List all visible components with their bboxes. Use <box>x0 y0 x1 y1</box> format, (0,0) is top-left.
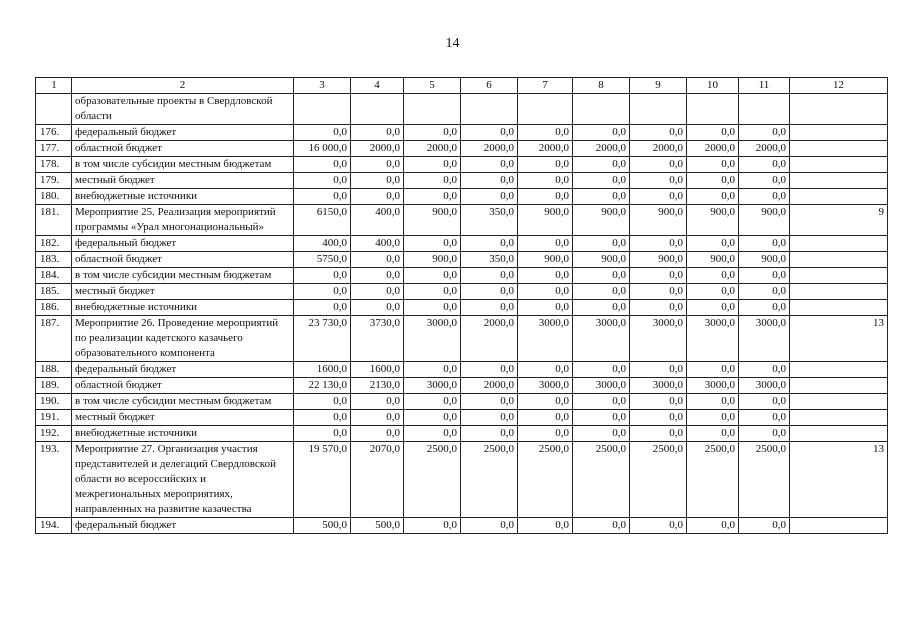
value-cell: 900,0 <box>404 205 461 236</box>
table-row <box>36 316 888 362</box>
row-number: 182. <box>36 236 72 252</box>
value-cell: 0,0 <box>404 284 461 300</box>
value-cell: 3000,0 <box>687 378 739 394</box>
value-cell: 2000,0 <box>461 141 518 157</box>
value-cell: 0,0 <box>573 173 630 189</box>
table-row <box>36 284 888 300</box>
value-cell: 0,0 <box>687 518 739 534</box>
value-cell <box>461 94 518 125</box>
value-cell: 900,0 <box>518 252 573 268</box>
value-cell: 0,0 <box>573 362 630 378</box>
table-row <box>36 442 888 518</box>
row-name: областной бюджет <box>72 141 294 157</box>
value-cell: 0,0 <box>630 157 687 173</box>
value-cell: 0,0 <box>573 394 630 410</box>
value-cell: 0,0 <box>404 518 461 534</box>
value-cell: 1600,0 <box>294 362 351 378</box>
table-row <box>36 300 888 316</box>
value-cell: 0,0 <box>739 394 790 410</box>
value-cell: 900,0 <box>630 205 687 236</box>
value-cell: 900,0 <box>404 252 461 268</box>
value-cell: 3730,0 <box>351 316 404 362</box>
value-cell: 0,0 <box>404 236 461 252</box>
table-row <box>36 125 888 141</box>
value-cell: 0,0 <box>294 173 351 189</box>
value-cell: 0,0 <box>687 173 739 189</box>
value-cell: 0,0 <box>404 157 461 173</box>
note-cell <box>790 362 888 378</box>
note-cell <box>790 410 888 426</box>
header-cell: 7 <box>518 78 573 94</box>
header-cell: 4 <box>351 78 404 94</box>
value-cell <box>518 94 573 125</box>
value-cell: 2000,0 <box>461 316 518 362</box>
value-cell: 0,0 <box>404 268 461 284</box>
value-cell: 0,0 <box>461 410 518 426</box>
row-number: 177. <box>36 141 72 157</box>
value-cell: 0,0 <box>294 268 351 284</box>
header-cell: 9 <box>630 78 687 94</box>
value-cell: 0,0 <box>351 125 404 141</box>
value-cell: 3000,0 <box>739 316 790 362</box>
value-cell: 0,0 <box>630 284 687 300</box>
value-cell: 0,0 <box>404 394 461 410</box>
table-row <box>36 157 888 173</box>
value-cell: 0,0 <box>404 173 461 189</box>
value-cell: 900,0 <box>687 252 739 268</box>
note-cell: 9 <box>790 205 888 236</box>
value-cell: 0,0 <box>573 284 630 300</box>
row-name: Мероприятие 25. Реализация мероприятий программы «Урал многонациональный» <box>72 205 294 236</box>
row-name: Мероприятие 27. Организация участия представителей и делегаций Свердловской области во всероссийских и межрегиональных мероприятиях, направленных на развитие казачества <box>72 442 294 518</box>
value-cell: 2000,0 <box>739 141 790 157</box>
value-cell: 0,0 <box>404 189 461 205</box>
note-cell <box>790 157 888 173</box>
row-name: в том числе субсидии местным бюджетам <box>72 157 294 173</box>
value-cell: 0,0 <box>739 268 790 284</box>
table-row <box>36 518 888 534</box>
value-cell: 2000,0 <box>461 378 518 394</box>
value-cell: 0,0 <box>687 362 739 378</box>
note-cell <box>790 394 888 410</box>
row-name: федеральный бюджет <box>72 518 294 534</box>
value-cell: 0,0 <box>630 410 687 426</box>
row-name: образовательные проекты в Свердловской области <box>72 94 294 125</box>
row-name: внебюджетные источники <box>72 426 294 442</box>
value-cell: 0,0 <box>404 426 461 442</box>
row-number: 193. <box>36 442 72 518</box>
row-number: 183. <box>36 252 72 268</box>
value-cell: 2000,0 <box>687 141 739 157</box>
table-row <box>36 189 888 205</box>
value-cell: 0,0 <box>630 300 687 316</box>
value-cell <box>573 94 630 125</box>
row-name: местный бюджет <box>72 284 294 300</box>
value-cell: 0,0 <box>687 236 739 252</box>
value-cell: 0,0 <box>518 268 573 284</box>
value-cell: 0,0 <box>739 189 790 205</box>
value-cell: 0,0 <box>739 284 790 300</box>
value-cell: 0,0 <box>573 236 630 252</box>
value-cell: 0,0 <box>630 125 687 141</box>
header-cell: 12 <box>790 78 888 94</box>
row-name: федеральный бюджет <box>72 362 294 378</box>
value-cell: 0,0 <box>739 173 790 189</box>
value-cell: 0,0 <box>630 518 687 534</box>
table-row <box>36 268 888 284</box>
value-cell: 900,0 <box>630 252 687 268</box>
value-cell: 0,0 <box>404 300 461 316</box>
value-cell: 0,0 <box>739 518 790 534</box>
value-cell: 0,0 <box>573 410 630 426</box>
value-cell: 0,0 <box>518 189 573 205</box>
value-cell: 0,0 <box>351 252 404 268</box>
row-number: 179. <box>36 173 72 189</box>
value-cell: 0,0 <box>351 268 404 284</box>
value-cell: 0,0 <box>294 157 351 173</box>
row-name: местный бюджет <box>72 410 294 426</box>
value-cell: 0,0 <box>573 268 630 284</box>
value-cell: 0,0 <box>294 125 351 141</box>
value-cell: 3000,0 <box>518 316 573 362</box>
row-name: местный бюджет <box>72 173 294 189</box>
row-name: Мероприятие 26. Проведение мероприятий по реализации кадетского казачьего образовательного компонента <box>72 316 294 362</box>
value-cell: 0,0 <box>461 426 518 442</box>
header-cell: 3 <box>294 78 351 94</box>
row-number: 188. <box>36 362 72 378</box>
value-cell: 0,0 <box>739 410 790 426</box>
value-cell: 0,0 <box>351 189 404 205</box>
value-cell: 350,0 <box>461 252 518 268</box>
value-cell: 2000,0 <box>630 141 687 157</box>
row-number: 178. <box>36 157 72 173</box>
value-cell: 0,0 <box>461 236 518 252</box>
value-cell: 0,0 <box>630 173 687 189</box>
value-cell: 0,0 <box>630 426 687 442</box>
value-cell: 0,0 <box>294 300 351 316</box>
note-cell <box>790 284 888 300</box>
table-row <box>36 173 888 189</box>
value-cell: 2500,0 <box>739 442 790 518</box>
value-cell: 400,0 <box>351 236 404 252</box>
value-cell: 0,0 <box>739 426 790 442</box>
row-number: 181. <box>36 205 72 236</box>
row-name: федеральный бюджет <box>72 125 294 141</box>
row-number: 189. <box>36 378 72 394</box>
value-cell: 0,0 <box>518 300 573 316</box>
value-cell: 1600,0 <box>351 362 404 378</box>
table-row <box>36 394 888 410</box>
header-cell: 6 <box>461 78 518 94</box>
value-cell: 0,0 <box>630 362 687 378</box>
value-cell: 3000,0 <box>687 316 739 362</box>
value-cell: 3000,0 <box>404 316 461 362</box>
value-cell: 0,0 <box>294 394 351 410</box>
page-number: 14 <box>445 36 460 51</box>
value-cell: 0,0 <box>739 157 790 173</box>
value-cell: 0,0 <box>518 284 573 300</box>
note-cell <box>790 189 888 205</box>
value-cell: 0,0 <box>573 300 630 316</box>
value-cell: 0,0 <box>294 426 351 442</box>
value-cell: 500,0 <box>351 518 404 534</box>
row-number: 191. <box>36 410 72 426</box>
value-cell: 900,0 <box>573 205 630 236</box>
value-cell: 0,0 <box>630 236 687 252</box>
row-number: 184. <box>36 268 72 284</box>
value-cell: 3000,0 <box>739 378 790 394</box>
value-cell: 0,0 <box>739 300 790 316</box>
value-cell: 2500,0 <box>573 442 630 518</box>
value-cell: 2500,0 <box>630 442 687 518</box>
row-number: 180. <box>36 189 72 205</box>
note-cell <box>790 426 888 442</box>
value-cell: 0,0 <box>461 394 518 410</box>
value-cell: 2500,0 <box>404 442 461 518</box>
value-cell: 0,0 <box>461 125 518 141</box>
note-cell: 13 <box>790 316 888 362</box>
budget-table <box>35 77 888 534</box>
value-cell: 0,0 <box>687 125 739 141</box>
table-row <box>36 378 888 394</box>
value-cell: 0,0 <box>461 268 518 284</box>
value-cell: 0,0 <box>461 300 518 316</box>
value-cell: 900,0 <box>739 205 790 236</box>
value-cell: 3000,0 <box>573 378 630 394</box>
row-name: областной бюджет <box>72 252 294 268</box>
value-cell: 2070,0 <box>351 442 404 518</box>
value-cell: 0,0 <box>573 518 630 534</box>
value-cell: 0,0 <box>404 125 461 141</box>
value-cell: 0,0 <box>518 236 573 252</box>
value-cell: 0,0 <box>351 426 404 442</box>
header-cell: 1 <box>36 78 72 94</box>
value-cell: 0,0 <box>687 426 739 442</box>
table-row <box>36 94 888 125</box>
value-cell: 0,0 <box>294 410 351 426</box>
value-cell: 0,0 <box>573 157 630 173</box>
value-cell: 900,0 <box>739 252 790 268</box>
value-cell: 400,0 <box>294 236 351 252</box>
value-cell: 0,0 <box>687 300 739 316</box>
value-cell: 0,0 <box>351 157 404 173</box>
value-cell: 0,0 <box>351 300 404 316</box>
note-cell <box>790 300 888 316</box>
row-number: 192. <box>36 426 72 442</box>
value-cell: 0,0 <box>573 426 630 442</box>
note-cell <box>790 173 888 189</box>
note-cell: 13 <box>790 442 888 518</box>
table-row <box>36 410 888 426</box>
table-row <box>36 236 888 252</box>
row-name: в том числе субсидии местным бюджетам <box>72 394 294 410</box>
value-cell: 0,0 <box>518 426 573 442</box>
value-cell: 0,0 <box>687 189 739 205</box>
value-cell: 5750,0 <box>294 252 351 268</box>
value-cell: 400,0 <box>351 205 404 236</box>
row-number: 176. <box>36 125 72 141</box>
value-cell: 900,0 <box>518 205 573 236</box>
value-cell <box>351 94 404 125</box>
row-number: 194. <box>36 518 72 534</box>
value-cell: 0,0 <box>461 189 518 205</box>
note-cell <box>790 141 888 157</box>
row-number: 185. <box>36 284 72 300</box>
value-cell: 3000,0 <box>404 378 461 394</box>
value-cell: 6150,0 <box>294 205 351 236</box>
value-cell <box>739 94 790 125</box>
value-cell: 2000,0 <box>573 141 630 157</box>
value-cell: 0,0 <box>687 157 739 173</box>
row-name: в том числе субсидии местным бюджетам <box>72 268 294 284</box>
value-cell <box>630 94 687 125</box>
table-row <box>36 252 888 268</box>
value-cell: 3000,0 <box>573 316 630 362</box>
note-cell <box>790 378 888 394</box>
value-cell: 3000,0 <box>518 378 573 394</box>
value-cell: 0,0 <box>687 284 739 300</box>
value-cell: 2500,0 <box>518 442 573 518</box>
value-cell <box>404 94 461 125</box>
value-cell: 0,0 <box>518 157 573 173</box>
value-cell: 0,0 <box>351 284 404 300</box>
table-row <box>36 362 888 378</box>
table-row <box>36 141 888 157</box>
note-cell <box>790 268 888 284</box>
value-cell <box>294 94 351 125</box>
value-cell: 0,0 <box>518 173 573 189</box>
row-number: 187. <box>36 316 72 362</box>
value-cell: 0,0 <box>351 410 404 426</box>
row-number <box>36 94 72 125</box>
value-cell: 0,0 <box>739 362 790 378</box>
value-cell: 2000,0 <box>404 141 461 157</box>
value-cell: 0,0 <box>294 189 351 205</box>
header-cell: 5 <box>404 78 461 94</box>
value-cell: 0,0 <box>518 125 573 141</box>
table-row <box>36 205 888 236</box>
value-cell: 2500,0 <box>461 442 518 518</box>
note-cell <box>790 236 888 252</box>
value-cell: 0,0 <box>461 362 518 378</box>
note-cell <box>790 518 888 534</box>
value-cell: 2000,0 <box>518 141 573 157</box>
value-cell: 2130,0 <box>351 378 404 394</box>
value-cell: 500,0 <box>294 518 351 534</box>
row-name: внебюджетные источники <box>72 189 294 205</box>
value-cell: 0,0 <box>573 125 630 141</box>
value-cell: 0,0 <box>461 518 518 534</box>
value-cell: 0,0 <box>630 189 687 205</box>
value-cell: 2500,0 <box>687 442 739 518</box>
value-cell: 0,0 <box>518 410 573 426</box>
value-cell: 0,0 <box>404 410 461 426</box>
value-cell: 350,0 <box>461 205 518 236</box>
note-cell <box>790 94 888 125</box>
value-cell: 16 000,0 <box>294 141 351 157</box>
row-number: 186. <box>36 300 72 316</box>
row-name: областной бюджет <box>72 378 294 394</box>
value-cell: 0,0 <box>351 394 404 410</box>
table-header-row <box>36 78 888 94</box>
header-cell: 2 <box>72 78 294 94</box>
value-cell: 0,0 <box>630 394 687 410</box>
value-cell: 0,0 <box>739 125 790 141</box>
value-cell: 0,0 <box>461 157 518 173</box>
value-cell: 0,0 <box>687 394 739 410</box>
value-cell: 900,0 <box>573 252 630 268</box>
note-cell <box>790 252 888 268</box>
value-cell: 3000,0 <box>630 316 687 362</box>
value-cell: 22 130,0 <box>294 378 351 394</box>
row-name: внебюджетные источники <box>72 300 294 316</box>
note-cell <box>790 125 888 141</box>
value-cell: 0,0 <box>404 362 461 378</box>
value-cell: 0,0 <box>687 410 739 426</box>
value-cell: 900,0 <box>687 205 739 236</box>
value-cell: 19 570,0 <box>294 442 351 518</box>
header-cell: 11 <box>739 78 790 94</box>
row-name: федеральный бюджет <box>72 236 294 252</box>
value-cell: 0,0 <box>518 518 573 534</box>
value-cell: 3000,0 <box>630 378 687 394</box>
value-cell: 0,0 <box>630 268 687 284</box>
value-cell: 0,0 <box>518 362 573 378</box>
value-cell: 0,0 <box>351 173 404 189</box>
value-cell: 0,0 <box>461 173 518 189</box>
value-cell: 0,0 <box>461 284 518 300</box>
value-cell: 0,0 <box>739 236 790 252</box>
value-cell: 0,0 <box>518 394 573 410</box>
table-row <box>36 426 888 442</box>
header-cell: 10 <box>687 78 739 94</box>
value-cell: 0,0 <box>687 268 739 284</box>
value-cell <box>687 94 739 125</box>
row-number: 190. <box>36 394 72 410</box>
value-cell: 2000,0 <box>351 141 404 157</box>
value-cell: 0,0 <box>294 284 351 300</box>
value-cell: 0,0 <box>573 189 630 205</box>
header-cell: 8 <box>573 78 630 94</box>
value-cell: 23 730,0 <box>294 316 351 362</box>
